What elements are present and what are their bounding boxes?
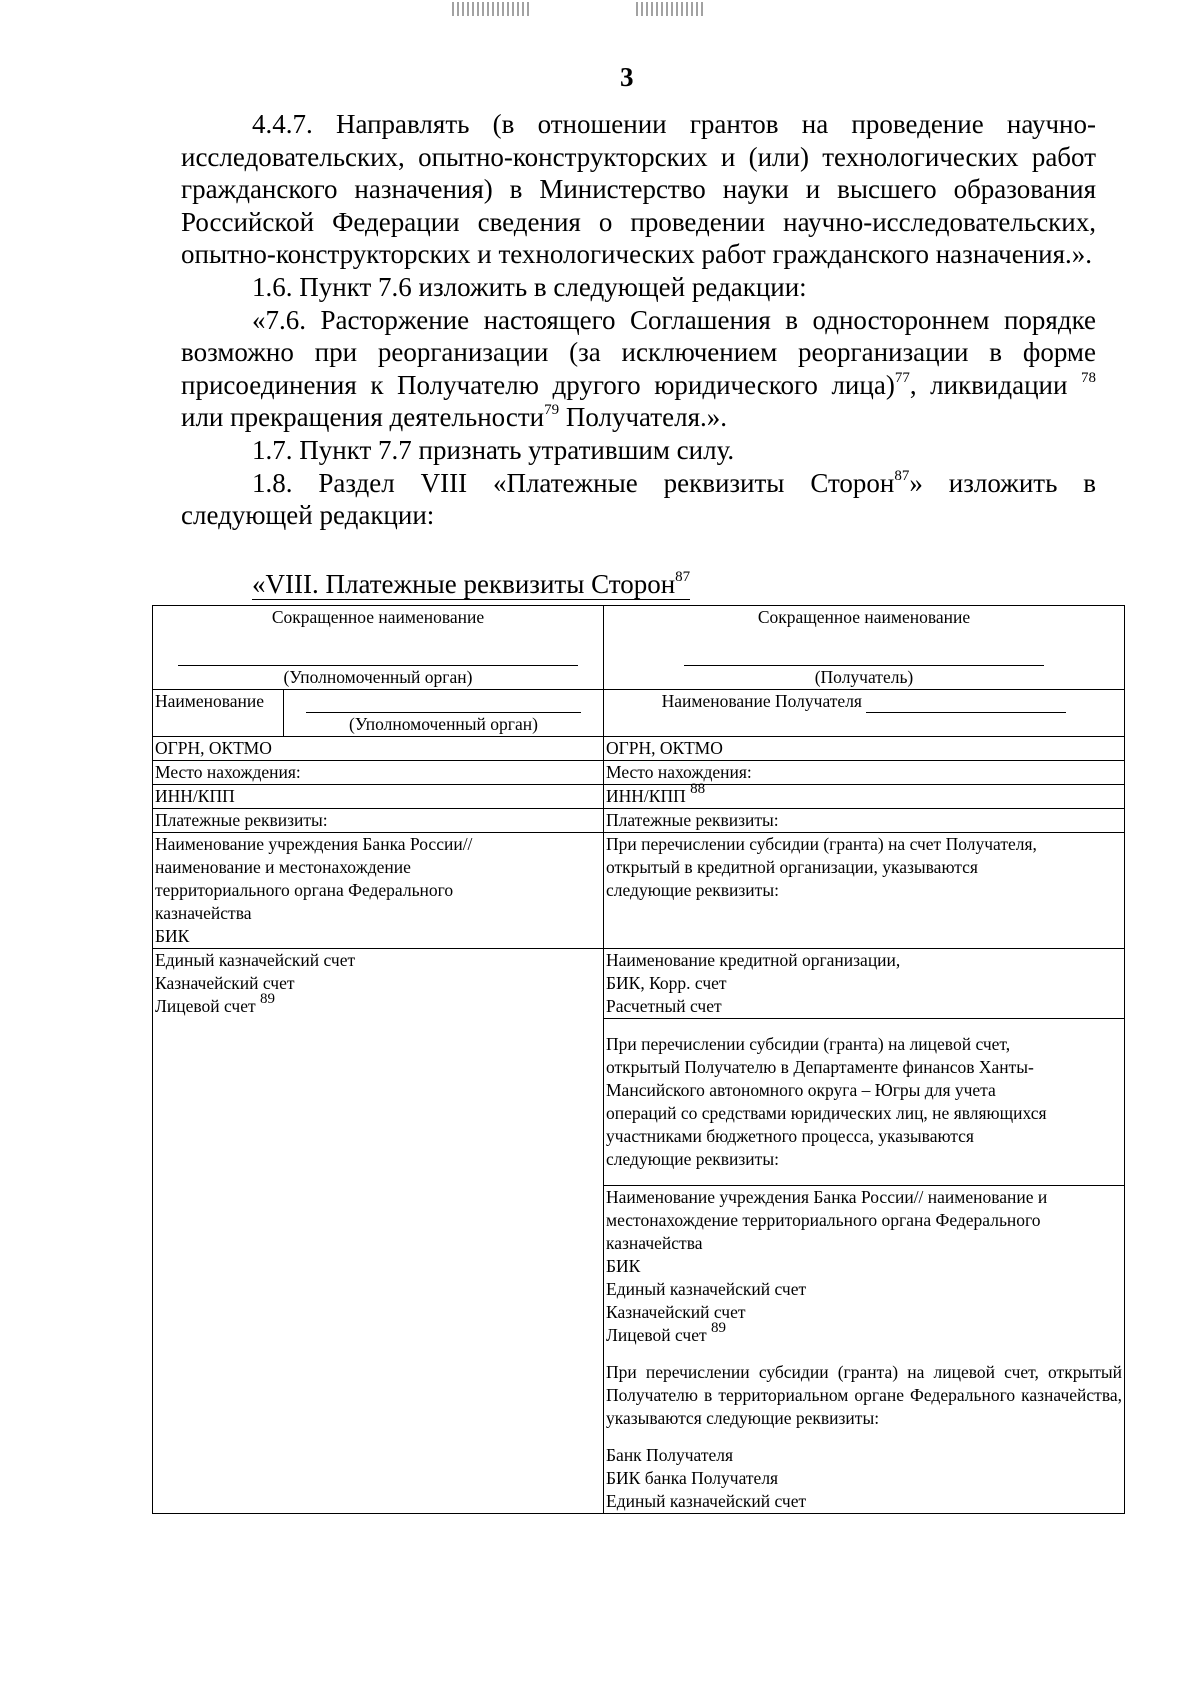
right-short-name-caption: (Получатель) — [814, 667, 914, 687]
right-dept-line: БИК — [606, 1256, 641, 1276]
right-dept-line: Единый казначейский счет — [606, 1279, 807, 1299]
footnote-ref: 89 — [711, 1320, 727, 1337]
right-name-blank — [866, 694, 1066, 713]
right-credit-intro-line: открытый в кредитной организации, указываются — [606, 857, 978, 877]
left-short-name-cell — [153, 606, 604, 690]
table-row — [153, 833, 1125, 949]
footnote-ref: 89 — [260, 991, 276, 1008]
table-row — [153, 809, 1125, 833]
paragraph-4-4-7: 4.4.7. Направлять (в отношении грантов на проведение научно-исследовательских, опытно-конструкторских и (или) технологических работ гражданского назначения) в Министерство науки и высшего образования Российской Федерации сведения о проведении научно-исследовательских, опытно-конструкторских и технологических работ гражданского назначения.». — [181, 109, 1096, 270]
right-dept-intro-line: участниками бюджетного процесса, указываются — [606, 1126, 974, 1146]
right-credit-line: Наименование кредитной организации, — [606, 950, 901, 970]
table-row — [153, 949, 1125, 1019]
table-row — [153, 761, 1125, 785]
paragraph-1-8-part-b: » изложить в следующей редакции: — [181, 467, 1096, 531]
right-treasury-line: Единый казначейский счет — [606, 1491, 807, 1511]
right-dept-intro-cell — [604, 1019, 1125, 1186]
left-inn: ИНН/КПП — [153, 785, 604, 809]
right-payment-label: Платежные реквизиты: — [604, 809, 1125, 833]
left-account-line: Казначейский счет — [155, 973, 295, 993]
paragraph-7-6 — [181, 304, 1096, 434]
scan-artifact — [452, 2, 530, 16]
table-row — [153, 690, 1125, 737]
left-accounts-cell — [153, 949, 604, 1514]
right-dept-line: Наименование учреждения Банка России// наименование и — [606, 1187, 1048, 1207]
left-short-name-caption: (Уполномоченный орган) — [283, 667, 473, 687]
right-location: Место нахождения: — [604, 761, 1125, 785]
right-treasury-intro: При перечислении субсидии (гранта) на лицевой счет, открытый Получателю в территориальном органе Федерального казначейства, указываются следующие реквизиты: — [606, 1362, 1122, 1428]
table-row — [153, 606, 1125, 690]
right-dept-intro-line: Мансийского автономного округа – Югры для учета — [606, 1080, 996, 1100]
right-dept-intro-line: следующие реквизиты: — [606, 1149, 779, 1169]
paragraph-7-6-part-a: «7.6. Расторжение настоящего Соглашения в одностороннем порядке возможно при реорганизации (за исключением реорганизации в форме присоединения к Получателю другого юридического лица) — [181, 304, 1096, 400]
right-inn: ИНН/КПП — [606, 786, 691, 806]
paragraph-1-8 — [181, 467, 1096, 532]
table-row — [153, 737, 1125, 761]
right-dept-personal: Лицевой счет — [606, 1325, 712, 1345]
right-dept-line: местонахождение территориального органа Федерального — [606, 1210, 1041, 1230]
left-short-name-label: Сокращенное наименование — [271, 607, 485, 627]
left-ogrn: ОГРН, ОКТМО — [153, 737, 604, 761]
footnote-ref: 87 — [675, 569, 691, 585]
left-personal-account: Лицевой счет — [155, 996, 261, 1016]
payment-details-table — [152, 605, 1125, 1514]
left-payment-label: Платежные реквизиты: — [153, 809, 604, 833]
right-credit-intro-cell — [604, 833, 1125, 949]
scan-artifact — [636, 2, 706, 16]
right-dept-intro-line: При перечислении субсидии (гранта) на лицевой счет, — [606, 1034, 1011, 1054]
right-credit-line: Расчетный счет — [606, 996, 722, 1016]
right-dept-line: Казначейский счет — [606, 1302, 746, 1322]
right-name-label: Наименование Получателя — [661, 691, 862, 711]
paragraph-7-6-part-d: Получателя.». — [559, 402, 727, 433]
right-treasury-line: Банк Получателя — [606, 1445, 734, 1465]
left-name-blank — [306, 692, 581, 713]
right-treasury-line: БИК банка Получателя — [606, 1468, 779, 1488]
left-name-label: Наименование — [153, 690, 284, 736]
paragraph-7-6-part-b: , ликвидации — [909, 369, 1081, 400]
footnote-ref: 77 — [894, 369, 910, 386]
left-bank-line: Наименование учреждения Банка России// — [155, 834, 473, 854]
left-bank-line: наименование и местонахождение — [155, 857, 411, 877]
right-credit-intro-line: следующие реквизиты: — [606, 880, 779, 900]
body-text — [181, 108, 1096, 532]
left-bank-line: БИК — [155, 926, 190, 946]
left-account-line: Единый казначейский счет — [155, 950, 356, 970]
left-location: Место нахождения: — [153, 761, 604, 785]
right-dept-lines-cell — [604, 1186, 1125, 1514]
right-credit-intro-line: При перечислении субсидии (гранта) на счет Получателя, — [606, 834, 1037, 854]
right-short-name-cell — [604, 606, 1125, 690]
right-dept-intro-line: открытый Получателю в Департаменте финансов Ханты- — [606, 1057, 1034, 1077]
right-credit-line: БИК, Корр. счет — [606, 973, 727, 993]
left-name-cell — [153, 690, 604, 737]
paragraph-1-6: 1.6. Пункт 7.6 изложить в следующей редакции: — [252, 271, 807, 302]
right-name-cell — [604, 690, 1125, 737]
right-inn-cell — [604, 781, 1125, 809]
section-title-text: «VIII. Платежные реквизиты Сторон — [252, 569, 676, 599]
page-number: 3 — [620, 62, 634, 92]
right-ogrn: ОГРН, ОКТМО — [604, 737, 1125, 761]
left-bank-line: территориального органа Федерального — [155, 880, 454, 900]
right-dept-intro-line: операций со средствами юридических лиц, не являющихся — [606, 1103, 1047, 1123]
paragraph-1-8-part-a: 1.8. Раздел VIII «Платежные реквизиты Сторон — [252, 467, 895, 498]
footnote-ref: 78 — [1081, 369, 1096, 386]
right-credit-lines-cell — [604, 949, 1125, 1019]
right-dept-line: казначейства — [606, 1233, 703, 1253]
right-short-name-label: Сокращенное наименование — [757, 607, 971, 627]
table-row — [153, 785, 1125, 809]
left-bank-cell — [153, 833, 604, 949]
paragraph-1-7: 1.7. Пункт 7.7 признать утратившим силу. — [252, 434, 735, 465]
footnote-ref: 79 — [544, 402, 560, 419]
paragraph-7-6-part-c: или прекращения деятельности — [181, 402, 545, 433]
footnote-ref: 87 — [894, 467, 910, 484]
section-title — [252, 568, 690, 600]
footnote-ref: 88 — [690, 781, 706, 798]
left-bank-line: казначейства — [155, 903, 252, 923]
left-name-caption: (Уполномоченный орган) — [349, 714, 538, 734]
